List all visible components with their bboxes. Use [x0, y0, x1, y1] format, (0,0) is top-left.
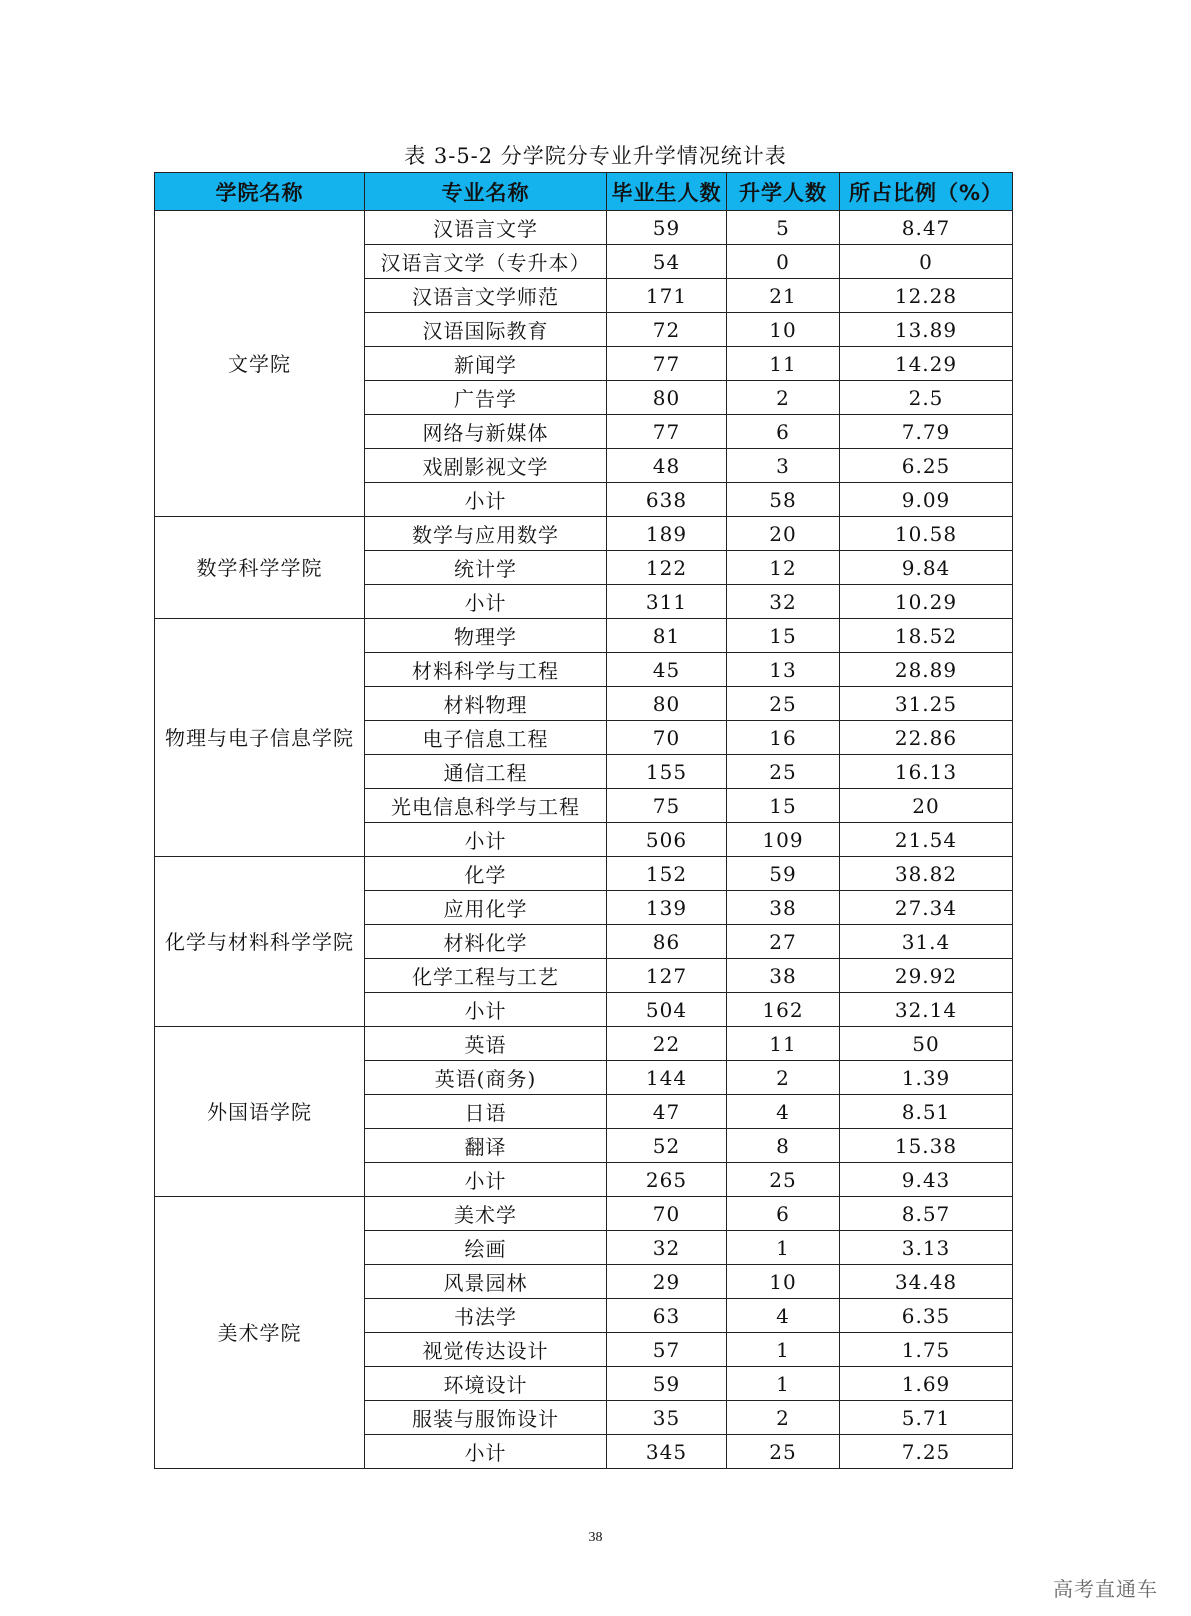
ratio-cell: 9.09: [840, 483, 1013, 517]
further-study-cell: 13: [727, 653, 840, 687]
ratio-cell: 1.39: [840, 1061, 1013, 1095]
further-study-cell: 38: [727, 891, 840, 925]
ratio-cell: 8.47: [840, 211, 1013, 245]
ratio-cell: 1.75: [840, 1333, 1013, 1367]
header-further-study: 升学人数: [727, 173, 840, 211]
major-cell: 数学与应用数学: [365, 517, 607, 551]
graduates-cell: 52: [607, 1129, 727, 1163]
further-study-cell: 10: [727, 1265, 840, 1299]
major-cell: 化学工程与工艺: [365, 959, 607, 993]
graduates-cell: 189: [607, 517, 727, 551]
major-cell: 小计: [365, 1163, 607, 1197]
graduates-cell: 77: [607, 415, 727, 449]
further-study-cell: 38: [727, 959, 840, 993]
major-cell: 小计: [365, 483, 607, 517]
graduates-cell: 144: [607, 1061, 727, 1095]
ratio-cell: 38.82: [840, 857, 1013, 891]
further-study-cell: 4: [727, 1299, 840, 1333]
ratio-cell: 10.29: [840, 585, 1013, 619]
major-cell: 汉语国际教育: [365, 313, 607, 347]
ratio-cell: 5.71: [840, 1401, 1013, 1435]
major-cell: 统计学: [365, 551, 607, 585]
major-cell: 新闻学: [365, 347, 607, 381]
graduates-cell: 265: [607, 1163, 727, 1197]
page-number: 38: [588, 1530, 603, 1545]
ratio-cell: 18.52: [840, 619, 1013, 653]
major-cell: 视觉传达设计: [365, 1333, 607, 1367]
table-row: [155, 857, 1013, 891]
further-study-cell: 10: [727, 313, 840, 347]
graduates-cell: 311: [607, 585, 727, 619]
graduates-cell: 80: [607, 687, 727, 721]
graduates-cell: 35: [607, 1401, 727, 1435]
graduates-cell: 345: [607, 1435, 727, 1469]
graduates-cell: 57: [607, 1333, 727, 1367]
graduates-cell: 32: [607, 1231, 727, 1265]
ratio-cell: 7.79: [840, 415, 1013, 449]
graduates-cell: 54: [607, 245, 727, 279]
further-study-cell: 59: [727, 857, 840, 891]
graduates-cell: 47: [607, 1095, 727, 1129]
graduates-cell: 59: [607, 211, 727, 245]
ratio-cell: 6.35: [840, 1299, 1013, 1333]
ratio-cell: 8.57: [840, 1197, 1013, 1231]
graduates-cell: 72: [607, 313, 727, 347]
graduates-cell: 29: [607, 1265, 727, 1299]
graduates-cell: 77: [607, 347, 727, 381]
header-ratio: 所占比例（%）: [840, 173, 1013, 211]
further-study-cell: 25: [727, 1163, 840, 1197]
table-row: [155, 1027, 1013, 1061]
further-study-cell: 162: [727, 993, 840, 1027]
header-major: 专业名称: [365, 173, 607, 211]
table-body: [155, 211, 1013, 1469]
major-cell: 网络与新媒体: [365, 415, 607, 449]
further-study-cell: 3: [727, 449, 840, 483]
ratio-cell: 29.92: [840, 959, 1013, 993]
further-study-cell: 12: [727, 551, 840, 585]
further-study-cell: 1: [727, 1231, 840, 1265]
header-college: 学院名称: [155, 173, 365, 211]
ratio-cell: 2.5: [840, 381, 1013, 415]
table-title: 表 3-5-2 分学院分专业升学情况统计表: [404, 144, 787, 168]
further-study-cell: 2: [727, 381, 840, 415]
major-cell: 通信工程: [365, 755, 607, 789]
table-row: [155, 1197, 1013, 1231]
further-study-cell: 25: [727, 687, 840, 721]
further-study-cell: 25: [727, 1435, 840, 1469]
ratio-cell: 15.38: [840, 1129, 1013, 1163]
further-study-cell: 15: [727, 619, 840, 653]
major-cell: 小计: [365, 823, 607, 857]
further-study-cell: 109: [727, 823, 840, 857]
table-row: [155, 619, 1013, 653]
ratio-cell: 22.86: [840, 721, 1013, 755]
major-cell: 材料物理: [365, 687, 607, 721]
major-cell: 汉语言文学师范: [365, 279, 607, 313]
graduates-cell: 80: [607, 381, 727, 415]
further-study-cell: 21: [727, 279, 840, 313]
major-cell: 化学: [365, 857, 607, 891]
major-cell: 应用化学: [365, 891, 607, 925]
college-name-cell: 外国语学院: [155, 1027, 365, 1197]
major-cell: 英语(商务): [365, 1061, 607, 1095]
ratio-cell: 20: [840, 789, 1013, 823]
college-name-cell: 化学与材料科学学院: [155, 857, 365, 1027]
further-study-cell: 11: [727, 1027, 840, 1061]
ratio-cell: 50: [840, 1027, 1013, 1061]
major-cell: 日语: [365, 1095, 607, 1129]
further-study-cell: 4: [727, 1095, 840, 1129]
graduates-cell: 638: [607, 483, 727, 517]
ratio-cell: 21.54: [840, 823, 1013, 857]
major-cell: 汉语言文学: [365, 211, 607, 245]
major-cell: 绘画: [365, 1231, 607, 1265]
table-row: [155, 517, 1013, 551]
further-study-cell: 5: [727, 211, 840, 245]
ratio-cell: 31.25: [840, 687, 1013, 721]
major-cell: 物理学: [365, 619, 607, 653]
college-name-cell: 数学科学学院: [155, 517, 365, 619]
statistics-table: [154, 172, 1013, 1469]
further-study-cell: 0: [727, 245, 840, 279]
graduates-cell: 75: [607, 789, 727, 823]
college-name-cell: 美术学院: [155, 1197, 365, 1469]
ratio-cell: 7.25: [840, 1435, 1013, 1469]
header-row: [155, 173, 1013, 211]
graduates-cell: 139: [607, 891, 727, 925]
ratio-cell: 8.51: [840, 1095, 1013, 1129]
ratio-cell: 13.89: [840, 313, 1013, 347]
ratio-cell: 1.69: [840, 1367, 1013, 1401]
major-cell: 材料科学与工程: [365, 653, 607, 687]
further-study-cell: 32: [727, 585, 840, 619]
further-study-cell: 25: [727, 755, 840, 789]
graduates-cell: 59: [607, 1367, 727, 1401]
further-study-cell: 16: [727, 721, 840, 755]
graduates-cell: 63: [607, 1299, 727, 1333]
ratio-cell: 28.89: [840, 653, 1013, 687]
graduates-cell: 45: [607, 653, 727, 687]
ratio-cell: 14.29: [840, 347, 1013, 381]
ratio-cell: 31.4: [840, 925, 1013, 959]
ratio-cell: 9.43: [840, 1163, 1013, 1197]
ratio-cell: 27.34: [840, 891, 1013, 925]
major-cell: 书法学: [365, 1299, 607, 1333]
major-cell: 材料化学: [365, 925, 607, 959]
further-study-cell: 6: [727, 1197, 840, 1231]
graduates-cell: 70: [607, 721, 727, 755]
ratio-cell: 6.25: [840, 449, 1013, 483]
further-study-cell: 58: [727, 483, 840, 517]
major-cell: 汉语言文学（专升本）: [365, 245, 607, 279]
college-name-cell: 文学院: [155, 211, 365, 517]
header-graduates: 毕业生人数: [607, 173, 727, 211]
graduates-cell: 86: [607, 925, 727, 959]
further-study-cell: 2: [727, 1061, 840, 1095]
graduates-cell: 22: [607, 1027, 727, 1061]
ratio-cell: 3.13: [840, 1231, 1013, 1265]
graduates-cell: 171: [607, 279, 727, 313]
major-cell: 戏剧影视文学: [365, 449, 607, 483]
further-study-cell: 27: [727, 925, 840, 959]
major-cell: 服装与服饰设计: [365, 1401, 607, 1435]
major-cell: 英语: [365, 1027, 607, 1061]
further-study-cell: 20: [727, 517, 840, 551]
major-cell: 小计: [365, 585, 607, 619]
further-study-cell: 11: [727, 347, 840, 381]
ratio-cell: 34.48: [840, 1265, 1013, 1299]
ratio-cell: 12.28: [840, 279, 1013, 313]
major-cell: 广告学: [365, 381, 607, 415]
watermark: 高考直通车: [1053, 1577, 1158, 1601]
graduates-cell: 122: [607, 551, 727, 585]
graduates-cell: 81: [607, 619, 727, 653]
ratio-cell: 16.13: [840, 755, 1013, 789]
graduates-cell: 504: [607, 993, 727, 1027]
further-study-cell: 1: [727, 1333, 840, 1367]
further-study-cell: 6: [727, 415, 840, 449]
major-cell: 美术学: [365, 1197, 607, 1231]
table-row: [155, 211, 1013, 245]
graduates-cell: 506: [607, 823, 727, 857]
major-cell: 光电信息科学与工程: [365, 789, 607, 823]
major-cell: 风景园林: [365, 1265, 607, 1299]
graduates-cell: 152: [607, 857, 727, 891]
ratio-cell: 32.14: [840, 993, 1013, 1027]
major-cell: 小计: [365, 993, 607, 1027]
major-cell: 翻译: [365, 1129, 607, 1163]
major-cell: 环境设计: [365, 1367, 607, 1401]
ratio-cell: 0: [840, 245, 1013, 279]
graduates-cell: 70: [607, 1197, 727, 1231]
graduates-cell: 155: [607, 755, 727, 789]
table-header: [155, 173, 1013, 211]
further-study-cell: 2: [727, 1401, 840, 1435]
further-study-cell: 1: [727, 1367, 840, 1401]
major-cell: 小计: [365, 1435, 607, 1469]
further-study-cell: 15: [727, 789, 840, 823]
college-name-cell: 物理与电子信息学院: [155, 619, 365, 857]
graduates-cell: 127: [607, 959, 727, 993]
ratio-cell: 9.84: [840, 551, 1013, 585]
graduates-cell: 48: [607, 449, 727, 483]
further-study-cell: 8: [727, 1129, 840, 1163]
major-cell: 电子信息工程: [365, 721, 607, 755]
ratio-cell: 10.58: [840, 517, 1013, 551]
